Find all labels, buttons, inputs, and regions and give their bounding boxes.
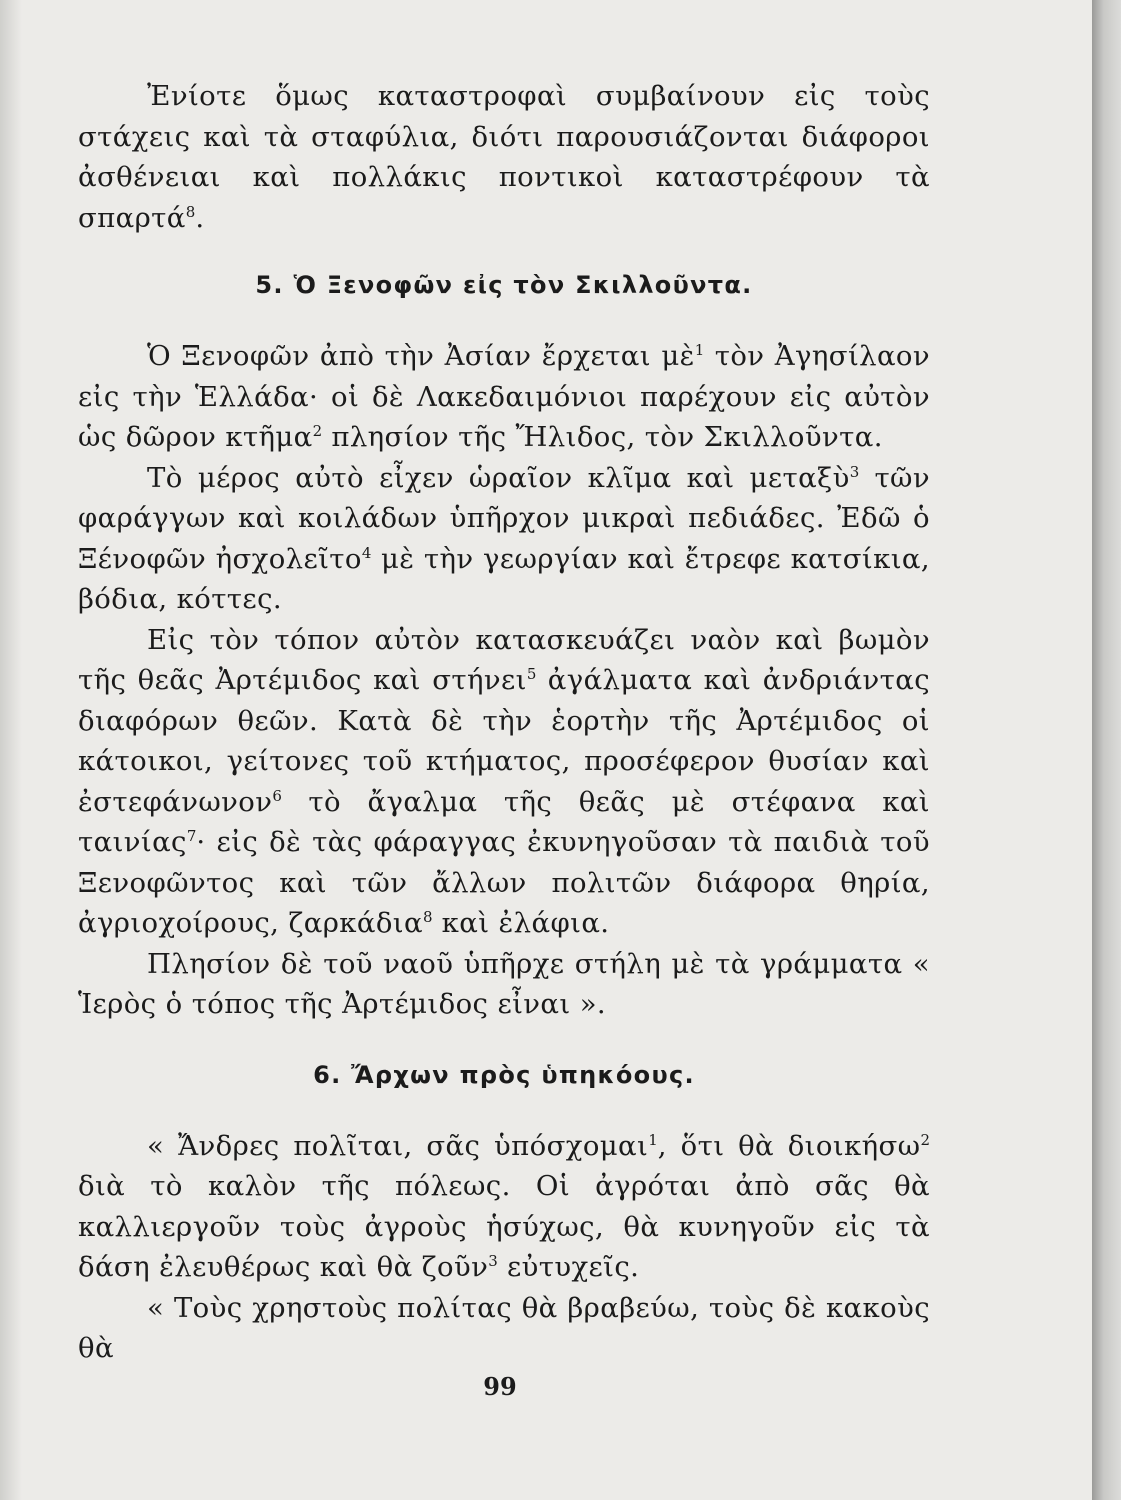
section-6-heading: 6. Ἄρχων πρὸς ὑπηκόους. bbox=[313, 1060, 695, 1089]
section-5-heading: 5. Ὁ Ξενοφῶν εἰς τὸν Σκιλλοῦντα. bbox=[255, 271, 753, 299]
footnote-ref: 6 bbox=[272, 786, 282, 805]
page-number: 99 bbox=[483, 1372, 517, 1401]
footnote-ref: 8 bbox=[422, 908, 433, 926]
intro-paragraph: Ἐνίοτε ὅμως καταστροφαὶ συμβαίνουν εἰς τοὺς στάχεις καὶ τὰ σταφύλια, διότι παρουσιάζονται διάφοροι ἀσθένειαι καὶ πολλάκις ποντικοὶ καταστρέφουν τὰ σπαρτά$^8$. bbox=[78, 80, 930, 234]
footnote-ref: 7 bbox=[186, 827, 197, 845]
footnote-ref: 8 bbox=[185, 202, 196, 221]
footnote-ref: 2 bbox=[312, 422, 323, 440]
footnote-ref: 1 bbox=[694, 341, 705, 359]
section-5-paragraph-3: Εἰς τὸν τόπον αὐτὸν κατασκευάζει ναὸν καὶ βωμὸν τῆς θεᾶς Ἀρτέμιδος καὶ στήνει$^5$ ἀγάλματα καὶ ἀνδριάντας διαφόρων θεῶν. Κατὰ δὲ τὴν ἑορτὴν τῆς Ἀρτέμιδος οἱ κάτοικοι, γείτονες τοῦ κτήματος, προσέφερον θυσίαν καὶ ἐστεφάνωνον$^6$ τὸ ἄγαλμα τῆς θεᾶς μὲ στέφανα καὶ ταινίας$^7$· εἰς δὲ τὰς φάραγγας ἐκυνηγοῦσαν τὰ παιδιὰ τοῦ Ξενοφῶντος καὶ τῶν ἄλλων πολιτῶν διάφορα θηρία, ἀγριοχοίρους, ζαρκάδια$^8$ καὶ ἐλάφια. bbox=[78, 623, 930, 939]
section-5-paragraph-4: Πλησίον δὲ τοῦ ναοῦ ὑπῆρχε στήλη μὲ τὰ γράμματα « Ἱερὸς ὁ τόπος τῆς Ἀρτέμιδος εἶναι ». bbox=[78, 947, 930, 1020]
footnote-ref: 2 bbox=[920, 1130, 931, 1149]
footnote-ref: 5 bbox=[526, 665, 537, 683]
section-5-paragraph-2: Τὸ μέρος αὐτὸ εἶχεν ὡραῖον κλῖμα καὶ μεταξὺ$^3$ τῶν φαράγγων καὶ κοιλάδων ὑπῆρχον μικραὶ πεδιάδες. Ἐδῶ ὁ Ξένοφῶν ἠσχολεῖτο$^4$ μὲ τὴν γεωργίαν καὶ ἔτρεφε κατσίκια, βόδια, κόττες. bbox=[78, 461, 930, 615]
footnote-ref: 3 bbox=[488, 1252, 498, 1270]
footnote-ref: 1 bbox=[648, 1130, 658, 1149]
footnote-ref: 3 bbox=[849, 462, 860, 481]
section-6-paragraph-1: « Ἄνδρες πολῖται, σᾶς ὑπόσχομαι$^1$, ὅτι θὰ διοικήσω$^2$ διὰ τὸ καλὸν τῆς πόλεως. Οἱ ἀγρόται ἀπὸ σᾶς θὰ καλλιεργοῦν τοὺς ἀγροὺς ἡσύχως, θὰ κυνηγοῦν εἰς τὰ δάση ἐλευθέρως καὶ θὰ ζοῦν$^3$ εὐτυχεῖς. bbox=[78, 1129, 931, 1283]
section-5-paragraph-1: Ὁ Ξενοφῶν ἀπὸ τὴν Ἀσίαν ἔρχεται μὲ$^1$ τὸν Ἀγησίλαον εἰς τὴν Ἑλλάδα· οἱ δὲ Λακεδαιμόνιοι παρέχουν εἰς αὐτὸν ὡς δῶρον κτῆμα$^2$ πλησίον τῆς Ἤλιδος, τὸν Σκιλλοῦντα. bbox=[78, 340, 930, 453]
text-column bbox=[78, 76, 930, 1369]
page-edge-shadow bbox=[1092, 0, 1121, 1500]
footnote-ref: 4 bbox=[361, 543, 372, 562]
section-6-paragraph-2: « Τοὺς χρηστοὺς πολίτας θὰ βραβεύω, τοὺς δὲ κακοὺς θὰ bbox=[78, 1291, 930, 1364]
